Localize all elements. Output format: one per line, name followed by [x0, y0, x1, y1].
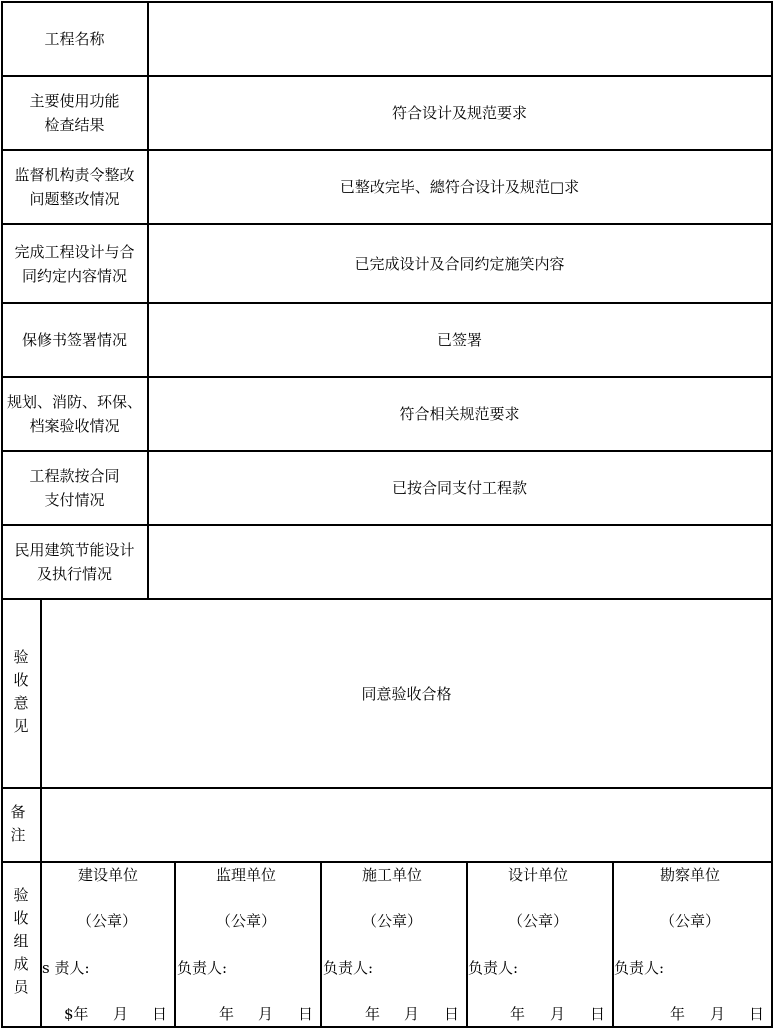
unit-date-year: $年	[64, 1005, 89, 1023]
remarks-label: 备 注	[10, 803, 26, 844]
unit-date-year: 年	[365, 1005, 381, 1023]
row-value-function-check: 符合设计及规范要求	[391, 104, 527, 122]
grid-line	[174, 861, 176, 1028]
opinion-label: 验 收 意 见	[13, 648, 29, 735]
opinion-value: 同意验收合格	[361, 684, 452, 703]
unit-date-year: 年	[670, 1005, 686, 1023]
row-label-energy-saving: 民用建筑节能设计 及执行情况	[14, 541, 135, 583]
unit-name: 施工单位	[362, 866, 423, 884]
grid-line	[771, 1, 773, 1028]
unit-seal: （公章）	[362, 912, 423, 930]
row-value-design-contract: 已完成设计及合同约定施笑内容	[354, 254, 565, 273]
grid-line	[320, 861, 322, 1028]
unit-seal: （公章）	[77, 912, 138, 930]
row-value-project-name	[148, 2, 771, 76]
unit-date-month: 月	[113, 1005, 129, 1023]
unit-date-month: 月	[404, 1005, 420, 1023]
unit-seal: （公章）	[508, 912, 569, 930]
members-label: 验 收 组 成 员	[13, 886, 29, 996]
unit-person: 负责人:	[468, 959, 519, 977]
row-label-rectification: 监督机构责令整改 问题整改情况	[14, 166, 135, 208]
unit-person: 负责人:	[614, 959, 665, 977]
row-label-planning-acceptance: 规划、消防、环保、 档案验收情况	[6, 393, 142, 435]
row-label-project-name: 工程名称	[44, 30, 105, 48]
row-label-design-contract: 完成工程设计与合 同约定内容情况	[14, 242, 135, 285]
unit-name: 设计单位	[508, 866, 569, 884]
grid-line	[612, 861, 614, 1028]
unit-person: 负责人:	[323, 959, 374, 977]
unit-date-month: 月	[258, 1005, 274, 1023]
unit-person: 负责人:	[177, 959, 228, 977]
row-label-function-check: 主要使用功能 检查结果	[29, 92, 120, 134]
row-label-payment: 工程款按合同 支付情况	[29, 467, 120, 509]
unit-date-day: 日	[749, 1005, 765, 1023]
unit-date-month: 月	[550, 1005, 566, 1023]
unit-seal: （公章）	[660, 912, 721, 930]
unit-name: 勘察单位	[660, 866, 721, 884]
row-label-warranty: 保修书签署情况	[21, 331, 127, 349]
unit-date-day: 日	[298, 1005, 314, 1023]
grid-line	[2, 1026, 773, 1028]
unit-name: 建设单位	[78, 866, 139, 884]
unit-date-day: 日	[444, 1005, 460, 1023]
grid-line	[2, 861, 773, 863]
unit-name: 监理单位	[216, 866, 277, 884]
unit-date-day: 日	[152, 1005, 168, 1023]
row-value-payment: 已按合同支付工程款	[391, 479, 527, 497]
row-value-energy-saving	[148, 525, 771, 599]
unit-date-day: 日	[590, 1005, 606, 1023]
unit-date-year: 年	[510, 1005, 526, 1023]
grid-line	[466, 861, 468, 1028]
unit-person: s 责人:	[42, 959, 90, 977]
row-value-rectification: 已整改完毕、總符合设计及规范□求	[339, 178, 580, 196]
row-value-warranty: 已签署	[436, 331, 482, 349]
unit-date-month: 月	[710, 1005, 726, 1023]
unit-seal: （公章）	[216, 912, 277, 930]
row-value-planning-acceptance: 符合相关规范要求	[399, 405, 520, 423]
unit-date-year: 年	[219, 1005, 235, 1023]
